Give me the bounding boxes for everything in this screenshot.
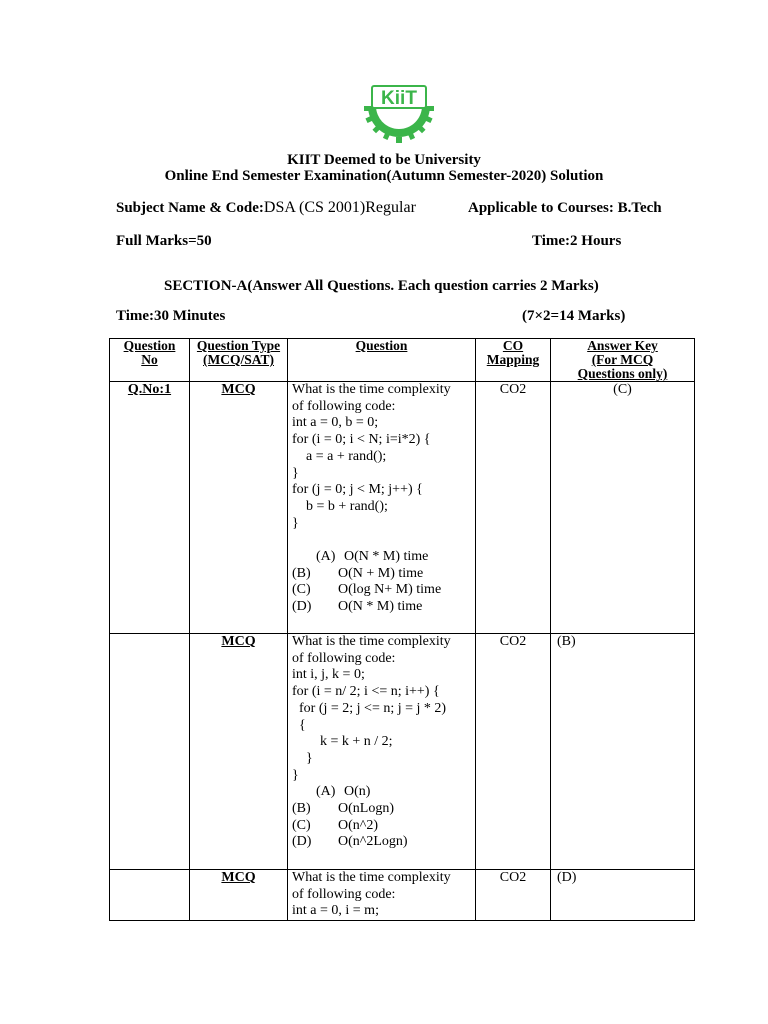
header-co-mapping — [476, 339, 551, 382]
code-line: of following code: — [292, 650, 396, 666]
header-text: Mapping — [486, 352, 540, 367]
section-time: Time:30 Minutes — [116, 308, 226, 324]
answer-key: (B) — [551, 634, 695, 870]
section-marks: (7×2=14 Marks) — [522, 308, 626, 324]
code-line: } — [292, 515, 299, 531]
option-label: (A) — [316, 784, 336, 800]
option-text: O(nLogn) — [338, 801, 394, 817]
header-question-type — [190, 339, 288, 382]
code-line: } — [292, 465, 299, 481]
header-text: (For MCQ — [591, 352, 654, 367]
code-line: } — [292, 750, 313, 766]
question-number — [110, 634, 190, 870]
option-text: O(log N+ M) time — [338, 582, 442, 598]
header-text: Question — [123, 338, 176, 353]
co-mapping: CO2 — [476, 870, 551, 921]
questions-table — [109, 338, 695, 921]
co-mapping: CO2 — [476, 634, 551, 870]
option-b — [292, 566, 473, 583]
co-mapping: CO2 — [476, 382, 551, 634]
option-b — [292, 801, 473, 818]
header-question — [288, 339, 476, 382]
option-d — [292, 834, 473, 851]
code-line: of following code: — [292, 398, 396, 414]
question-text — [288, 634, 476, 870]
code-line: of following code: — [292, 886, 396, 902]
option-label: (A) — [316, 549, 336, 565]
code-line: What is the time complexity — [292, 634, 451, 649]
option-text: O(N * M) time — [338, 599, 423, 615]
code-line: int a = 0, i = m; — [292, 903, 379, 919]
header-text: Question Type — [196, 338, 281, 353]
code-line: int a = 0, b = 0; — [292, 415, 379, 431]
answer-key: (C) — [551, 382, 695, 634]
svg-text:KiiT: KiiT — [381, 88, 417, 109]
question-type: MCQ — [190, 382, 288, 634]
header-text: CO — [502, 338, 524, 353]
table-row — [110, 382, 695, 634]
code-line: for (j = 0; j < M; j++) { — [292, 482, 423, 498]
option-c — [292, 582, 473, 599]
option-text: O(n^2Logn) — [338, 834, 408, 850]
answer-key: (D) — [551, 870, 695, 921]
option-a — [292, 549, 473, 566]
question-text — [288, 870, 476, 921]
header-text: Answer Key — [587, 338, 658, 353]
question-number: Q.No:1 — [110, 382, 190, 634]
option-c — [292, 818, 473, 835]
option-label: (B) — [292, 565, 311, 581]
code-line: int i, j, k = 0; — [292, 667, 365, 683]
code-line: { — [292, 717, 306, 733]
code-line: } — [292, 767, 299, 783]
code-line: for (i = n/ 2; i <= n; i++) { — [292, 684, 440, 700]
header-text: No — [141, 352, 158, 367]
option-label: (D) — [292, 834, 312, 850]
code-line — [292, 532, 473, 549]
full-marks: Full Marks=50 — [116, 233, 212, 249]
code-line: b = b + rand(); — [292, 498, 388, 514]
code-line: What is the time complexity — [292, 870, 451, 885]
option-text: O(N + M) time — [338, 565, 424, 581]
option-text: O(N * M) time — [344, 549, 429, 565]
exam-title: Online End Semester Examination(Autumn Semester-2020) Solution — [164, 168, 604, 184]
header-question-no — [110, 339, 190, 382]
code-line: for (i = 0; i < N; i=i*2) { — [292, 432, 431, 448]
question-type: MCQ — [190, 634, 288, 870]
question-number — [110, 870, 190, 921]
option-a — [292, 784, 473, 801]
header-text: (MCQ/SAT) — [203, 352, 274, 367]
total-time: Time:2 Hours — [532, 233, 622, 249]
subject-label: Subject Name & Code: — [116, 200, 264, 216]
table-header-row — [110, 339, 695, 382]
section-title: SECTION-A(Answer All Questions. Each question carries 2 Marks) — [164, 278, 599, 294]
code-line: k = k + n / 2; — [292, 734, 393, 750]
subject-line — [116, 199, 416, 217]
option-label: (B) — [292, 801, 311, 817]
option-text: O(n^2) — [338, 817, 379, 833]
code-line: What is the time complexity — [292, 382, 451, 397]
option-d — [292, 599, 473, 616]
question-text — [288, 382, 476, 634]
option-label: (C) — [292, 582, 311, 598]
code-line: a = a + rand(); — [292, 448, 387, 464]
table-row — [110, 634, 695, 870]
option-text: O(n) — [344, 784, 371, 800]
header-text: Question — [355, 338, 408, 353]
question-type: MCQ — [190, 870, 288, 921]
header-text: Questions only) — [577, 366, 668, 381]
option-label: (C) — [292, 817, 311, 833]
header-answer-key — [551, 339, 695, 382]
university-name: KIIT Deemed to be University — [287, 152, 481, 168]
subject-value: DSA (CS 2001)Regular — [263, 199, 416, 216]
kiit-logo — [360, 84, 438, 146]
applicable-courses: Applicable to Courses: B.Tech — [468, 200, 662, 216]
table-row — [110, 870, 695, 921]
code-line: for (j = 2; j <= n; j = j * 2) — [292, 700, 447, 716]
option-label: (D) — [292, 599, 312, 615]
